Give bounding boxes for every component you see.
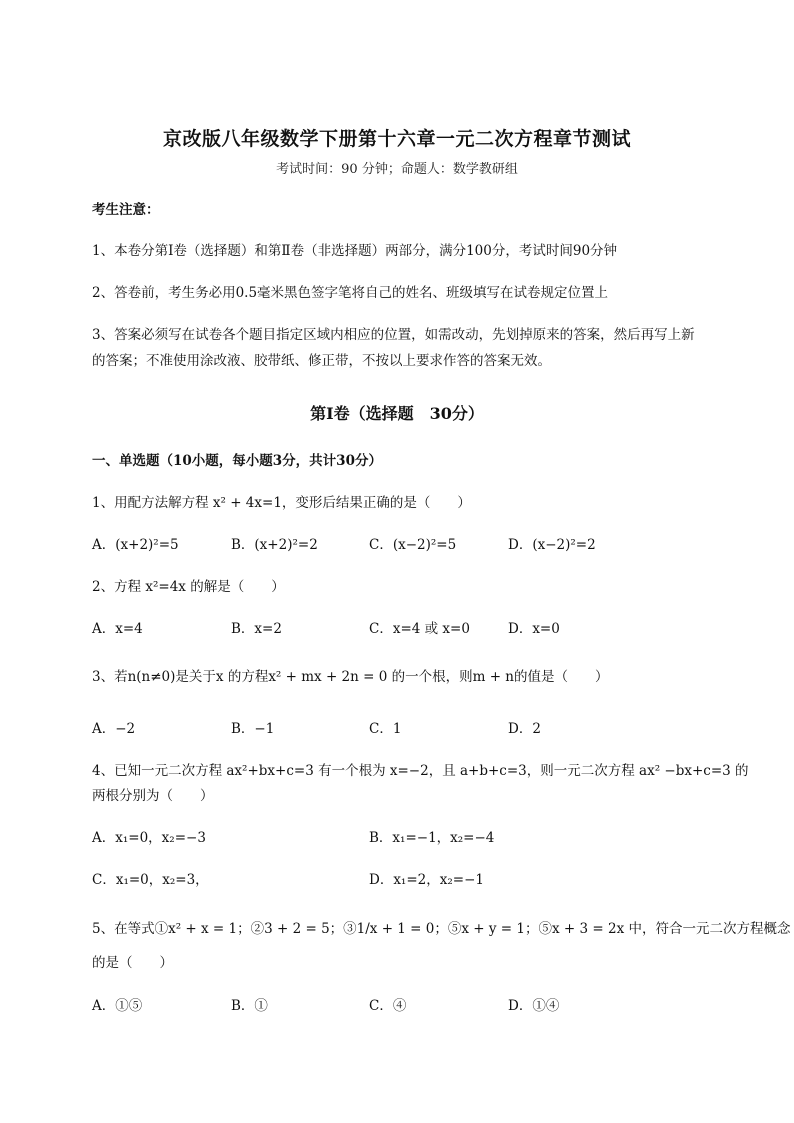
exam-subtitle: 考试时间：90 分钟；命题人：数学教研组	[276, 162, 518, 177]
exam-title: 京改版八年级数学下册第十六章一元二次方程章节测试	[162, 128, 631, 150]
question-5-option-a[interactable]: A．①⑤	[92, 998, 143, 1014]
notice-item-1: 1、本卷分第Ⅰ卷（选择题）和第Ⅱ卷（非选择题）两部分，满分100分，考试时间90分钟	[92, 243, 618, 259]
question-2-stem: 2、方程 x²=4x 的解是（ ）	[92, 579, 285, 595]
part-heading: 一、单选题（10小题，每小题3分，共计30分）	[92, 453, 382, 469]
question-3-option-d[interactable]: D．2	[508, 721, 541, 737]
section-title: 第Ⅰ卷（选择题 30分）	[310, 404, 484, 423]
question-4-option-c[interactable]: C．x₁=0，x₂=3，	[92, 872, 209, 888]
question-5-stem-cont: 的是（ ）	[92, 955, 173, 971]
question-2-option-a[interactable]: A．x=4	[92, 621, 143, 637]
question-3-stem: 3、若n(n≠0)是关于x 的方程x² + mx + 2n = 0 的一个根，则m + n的值是（ ）	[92, 669, 609, 685]
question-1-option-c[interactable]: C．(x−2)²=5	[369, 537, 457, 553]
question-1-option-b[interactable]: B．(x+2)²=2	[231, 537, 318, 553]
question-1-option-d[interactable]: D．(x−2)²=2	[508, 537, 596, 553]
question-1-option-a[interactable]: A．(x+2)²=5	[92, 537, 179, 553]
notice-item-2: 2、答卷前，考生务必用0.5毫米黑色签字笔将自己的姓名、班级填写在试卷规定位置上	[92, 285, 609, 301]
question-5-option-b[interactable]: B．①	[231, 998, 268, 1014]
notice-item-3: 3、答案必须写在试卷各个题目指定区域内相应的位置，如需改动，先划掉原来的答案，然后再写上新	[92, 327, 695, 343]
question-2-option-c[interactable]: C．x=4 或 x=0	[369, 621, 470, 637]
question-5-option-c[interactable]: C．④	[369, 998, 407, 1014]
question-4-option-d[interactable]: D．x₁=2，x₂=−1	[369, 872, 484, 888]
question-3-option-a[interactable]: A．−2	[92, 721, 136, 737]
question-3-option-c[interactable]: C．1	[369, 721, 402, 737]
question-2-option-b[interactable]: B．x=2	[231, 621, 282, 637]
question-4-option-a[interactable]: A．x₁=0，x₂=−3	[92, 830, 206, 846]
question-4-stem-cont: 两根分别为（ ）	[92, 788, 214, 804]
question-1-stem: 1、用配方法解方程 x² + 4x=1，变形后结果正确的是（ ）	[92, 495, 471, 511]
question-4-stem: 4、已知一元二次方程 ax²+bx+c=3 有一个根为 x=−2，且 a+b+c=3，则一元二次方程 ax² −bx+c=3 的	[92, 763, 749, 779]
question-5-stem: 5、在等式①x² + x = 1；②3 + 2 = 5；③1/x + 1 = 0；⑤x + y = 1；⑤x + 3 = 2x 中，符合一元二次方程概念	[92, 921, 791, 937]
question-2-option-d[interactable]: D．x=0	[508, 621, 560, 637]
question-4-option-b[interactable]: B．x₁=−1，x₂=−4	[369, 830, 495, 846]
question-5-option-d[interactable]: D．①④	[508, 998, 560, 1014]
notice-item-3-cont: 的答案；不准使用涂改液、胶带纸、修正带，不按以上要求作答的答案无效。	[92, 353, 551, 369]
notice-heading: 考生注意：	[92, 202, 160, 218]
question-3-option-b[interactable]: B．−1	[231, 721, 275, 737]
